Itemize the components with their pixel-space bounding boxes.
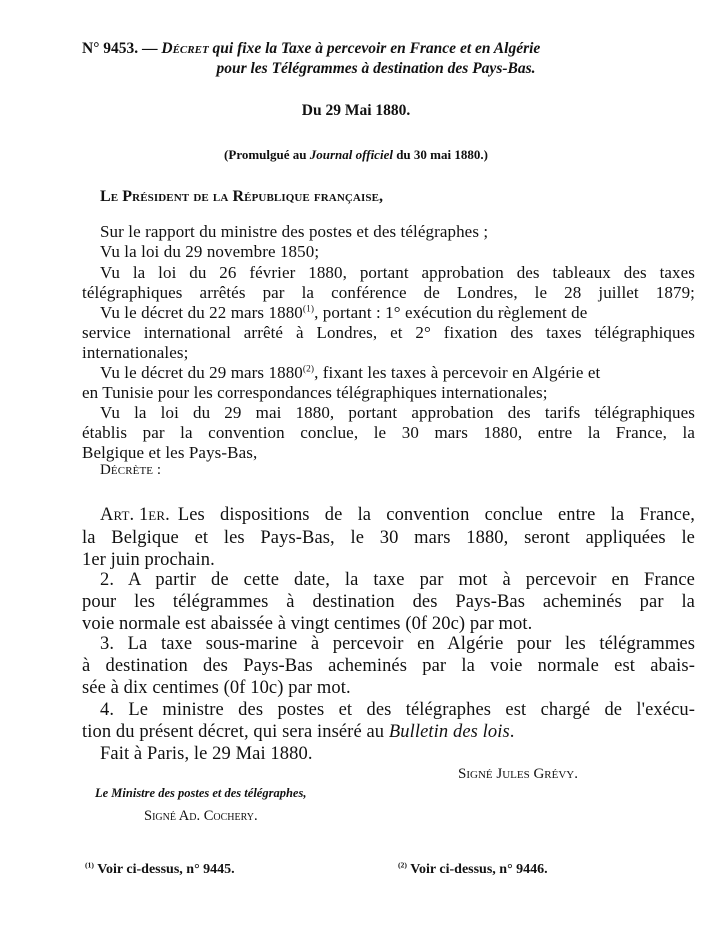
- article-2-line-1: 2. A partir de cette date, la taxe par mot à percevoir en France: [100, 570, 695, 590]
- article-3-line-3: sée à dix centimes (0f 10c) par mot.: [82, 678, 351, 698]
- preamble-line: en Tunisie pour les correspondances télégraphiques internationales;: [82, 383, 548, 402]
- preamble-line: Vu la loi du 26 février 1880, portant approbation des tableaux des taxes: [100, 263, 695, 282]
- president-signature: Signé Jules Grévy.: [458, 766, 578, 782]
- decree-title-line-2: pour les Télégrammes à destination des Pays-Bas.: [216, 60, 536, 77]
- preamble-line: établis par la convention conclue, le 30 mars 1880, entre la France, la: [82, 423, 695, 442]
- article-2-line-3: voie normale est abaissée à vingt centimes (0f 20c) par mot.: [82, 614, 533, 634]
- preamble-line: internationales;: [82, 343, 189, 362]
- decrete-label: Décrète :: [100, 462, 162, 478]
- footnote-2: $^{(2)}$ Voir ci-dessus, n° 9446.: [398, 860, 548, 877]
- preamble-line: Vu le décret du 22 mars 1880$^{(1)}$, portant : 1° exécution du règlement de: [100, 303, 588, 322]
- preamble-line: Vu la loi du 29 novembre 1850;: [100, 242, 320, 261]
- decree-title-rest: qui fixe la Taxe à percevoir en France et en Algérie: [212, 40, 541, 57]
- article-1-line-3: 1er juin prochain.: [82, 550, 215, 570]
- fait-a-paris: Fait à Paris, le 29 Mai 1880.: [100, 744, 313, 764]
- preamble-line: service international arrêté à Londres, et 2° fixation des taxes télégraphiques: [82, 323, 695, 342]
- footnote-ref-1[interactable]: (1): [302, 304, 315, 315]
- article-3-line-1: 3. La taxe sous-marine à percevoir en Algérie pour les télégrammes: [100, 634, 695, 654]
- article-2-line-2: pour les télégrammes à destination des Pays-Bas acheminés par la: [82, 592, 695, 612]
- preamble-line: Vu le décret du 29 mars 1880$^{(2)}$, fixant les taxes à percevoir en Algérie et: [100, 363, 601, 382]
- article-4-line-2: tion du présent décret, qui sera inséré au Bulletin des lois.: [82, 722, 515, 742]
- decree-number: N° 9453. —: [82, 40, 158, 57]
- president-heading: Le Président de la République française,: [100, 188, 384, 205]
- footnote-1: $^{(1)}$ Voir ci-dessus, n° 9445.: [85, 860, 235, 877]
- article-1-line-1: Art. 1er. Les dispositions de la convention conclue entre la France,: [100, 505, 695, 525]
- decree-title-line-1: [82, 40, 540, 58]
- decree-date: Du 29 Mai 1880.: [301, 102, 411, 119]
- preamble-line: télégraphiques arrêtés par la conférence de Londres, le 28 juillet 1879;: [82, 283, 695, 302]
- article-3-line-2: à destination des Pays-Bas acheminés par la voie normale est abais-: [82, 656, 695, 676]
- footnote-ref-2[interactable]: (2): [302, 364, 315, 375]
- preamble-line: Sur le rapport du ministre des postes et des télégraphes ;: [100, 222, 489, 241]
- preamble-line: Belgique et les Pays-Bas,: [82, 443, 258, 462]
- article-4-line-1: 4. Le ministre des postes et des télégraphes est chargé de l'exécu-: [100, 700, 695, 720]
- article-1-line-2: la Belgique et les Pays-Bas, le 30 mars 1880, seront appliquées le: [82, 528, 695, 548]
- decree-word: Décret: [161, 40, 209, 57]
- promulgation-note: (Promulgué au Journal officiel du 30 mai 1880.): [224, 147, 488, 162]
- preamble-line: Vu la loi du 29 mai 1880, portant approbation des tarifs télégraphiques: [100, 403, 695, 422]
- minister-signature: Signé Ad. Cochery.: [144, 808, 258, 824]
- minister-title: Le Ministre des postes et des télégraphes,: [95, 786, 307, 800]
